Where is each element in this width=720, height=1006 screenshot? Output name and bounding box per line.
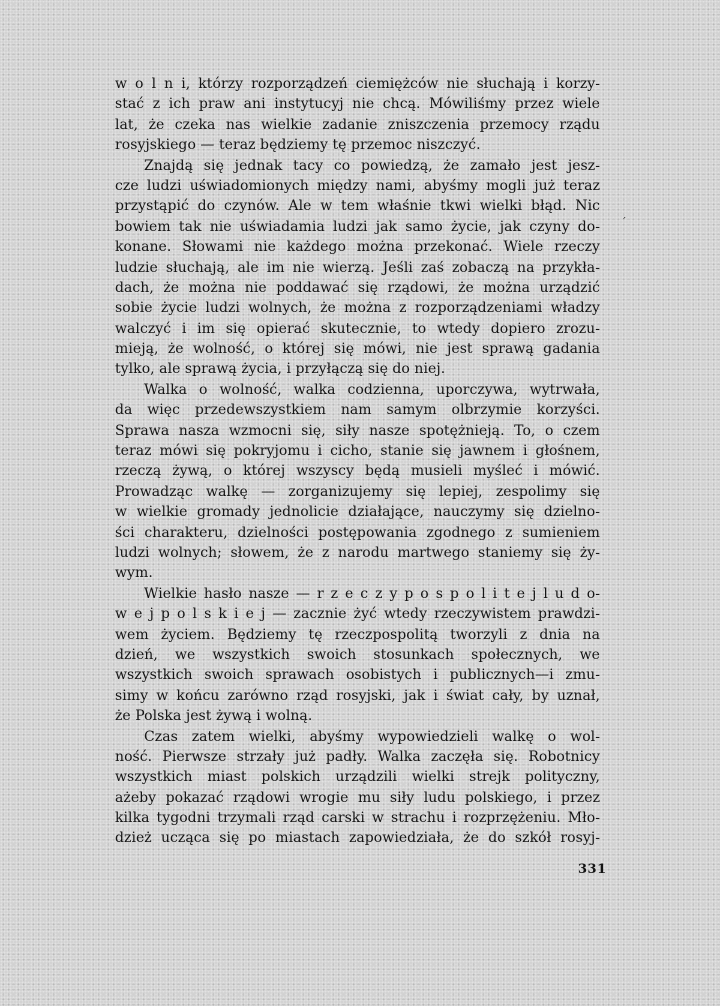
text-line: rzeczą żywą, o której wszyscy będą musieli myśleć i mówić. <box>115 463 600 480</box>
text-line: ażeby pokazać rządowi wrogie mu siły ludu polskiego, i przez <box>115 789 600 806</box>
text-line: bowiem tak nie uświadamia ludzi jak samo życie, jak czyny do- <box>115 218 600 235</box>
text-line: tylko, ale sprawą życia, i przyłączą się do niej. <box>115 361 446 378</box>
text-line: sobie życie ludzi wolnych, że można z rozporządzeniami władzy <box>115 300 600 317</box>
text-line: Czas zatem wielki, abyśmy wypowiedzieli walkę o wol- <box>144 728 600 745</box>
text-line: mieją, że wolność, o której się mówi, nie jest sprawą gadania <box>115 341 600 358</box>
text-line: lat, że czeka nas wielkie zadanie zniszczenia przemocy rządu <box>115 116 600 133</box>
text-line: cze ludzi uświadomionych między nami, abyśmy mogli już teraz <box>115 177 600 194</box>
text-line: ność. Pierwsze strzały już padły. Walka zaczęła się. Robotnicy <box>115 748 600 765</box>
text-line: Prowadząc walkę — zorganizujemy się lepiej, zespolimy się <box>115 483 600 500</box>
text-line: da więc przedewszystkiem nam samym olbrzymie korzyści. <box>115 402 600 419</box>
text-line: Sprawa nasza wzmocni się, siły nasze spotężnieją. To, o czem <box>115 422 600 439</box>
text-line: simy w końcu zarówno rząd rosyjski, jak i świat cały, by uznał, <box>115 687 600 704</box>
text-line: przystąpić do czynów. Ale w tem właśnie tkwi wielki błąd. Nic <box>115 198 600 215</box>
text-line: stać z ich praw ani instytucyj nie chcą. Mówiliśmy przez wiele <box>115 96 600 113</box>
text-line: konane. Słowami nie każdego można przekonać. Wiele rzeczy <box>115 239 600 256</box>
text-line: wszystkich miast polskich urządzili wielki strejk polityczny, <box>115 769 600 786</box>
text-line: teraz mówi się pokryjomu i cicho, stanie się jawnem i głośnem, <box>115 443 600 460</box>
text-line: w e j p o l s k i e j — zacznie żyć wtedy rzeczywistem prawdzi- <box>115 606 600 623</box>
text-line: kilka tygodni trzymali rząd carski w strachu i rozprzężeniu. Mło- <box>115 810 600 827</box>
text-line: dzień, we wszystkich swoich stosunkach społecznych, we <box>115 646 600 663</box>
text-line: Walka o wolność, walka codzienna, uporczywa, wytrwała, <box>144 381 600 398</box>
text-line: wem życiem. Będziemy tę rzeczpospolitą tworzyli z dnia na <box>115 626 600 643</box>
text-line: ludzie słuchają, ale im nie wierzą. Jeśli zaś zobaczą na przykła- <box>115 259 600 276</box>
text-line: dzież ucząca się po miastach zapowiedziała, że do szkół rosyj- <box>115 830 600 847</box>
text-line: Wielkie hasło nasze — r z e c z y p o s p o l i t e j l u d o- <box>144 585 600 602</box>
text-line: ści charakteru, dzielności postępowania zgodnego z sumieniem <box>115 524 600 541</box>
text-line: w o l n i, którzy rozporządzeń ciemiężców nie słuchają i korzy- <box>115 76 600 92</box>
text-line: walczyć i im się opierać skutecznie, to wtedy dopiero zrozu- <box>115 320 600 337</box>
page-number: 331 <box>578 862 607 877</box>
text-line: że Polska jest żywą i wolną. <box>115 708 313 725</box>
text-line: Znajdą się jednak tacy co powiedzą, że zamało jest jesz- <box>144 157 600 174</box>
text-line: w wielkie gromady jednolicie działające, nauczymy się dzielno- <box>115 504 600 521</box>
margin-mark: ´ <box>621 216 627 229</box>
text-line: wszystkich swoich sprawach osobistych i publicznych—i zmu- <box>115 667 600 684</box>
text-line: ludzi wolnych; słowem, że z narodu martwego staniemy się ży- <box>115 544 600 561</box>
text-line: wym. <box>115 565 153 582</box>
text-line: dach, że można nie poddawać się rządowi, że można urządzić <box>115 279 600 296</box>
body-text <box>115 74 600 849</box>
text-line: rosyjskiego — teraz będziemy tę przemoc niszczyć. <box>115 137 481 154</box>
